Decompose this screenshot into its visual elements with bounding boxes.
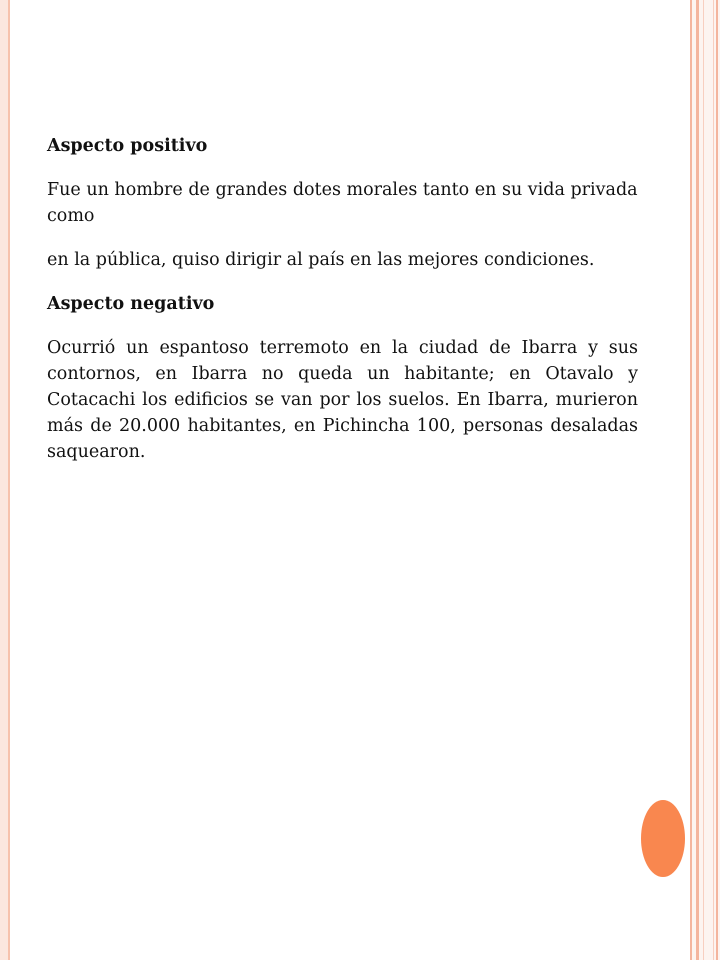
positive-line-2: en la pública, quiso dirigir al país en las mejores condiciones. xyxy=(47,250,595,270)
band-line xyxy=(690,0,692,960)
positive-line-1: Fue un hombre de grandes dotes morales tanto en su vida privada como xyxy=(47,180,638,226)
heading-aspecto-negativo: Aspecto negativo xyxy=(47,294,215,314)
band-line xyxy=(716,0,718,960)
right-decorative-band xyxy=(690,0,720,960)
band-line xyxy=(713,0,714,960)
slide-content xyxy=(47,133,638,465)
left-border xyxy=(0,0,10,960)
negative-paragraph: Ocurrió un espantoso terremoto en la ciudad de Ibarra y sus contornos, en Ibarra no queda un habitante; en Otavalo y Cotacachi los edificios se van por los suelos. En Ibarra, murieron más de 20.000 habitantes, en Pichincha 100, personas desaladas saquearon. xyxy=(47,338,638,462)
band-line xyxy=(696,0,699,960)
heading-aspecto-positivo: Aspecto positivo xyxy=(47,136,208,156)
band-line xyxy=(703,0,704,960)
orange-oval-decoration xyxy=(641,800,685,877)
